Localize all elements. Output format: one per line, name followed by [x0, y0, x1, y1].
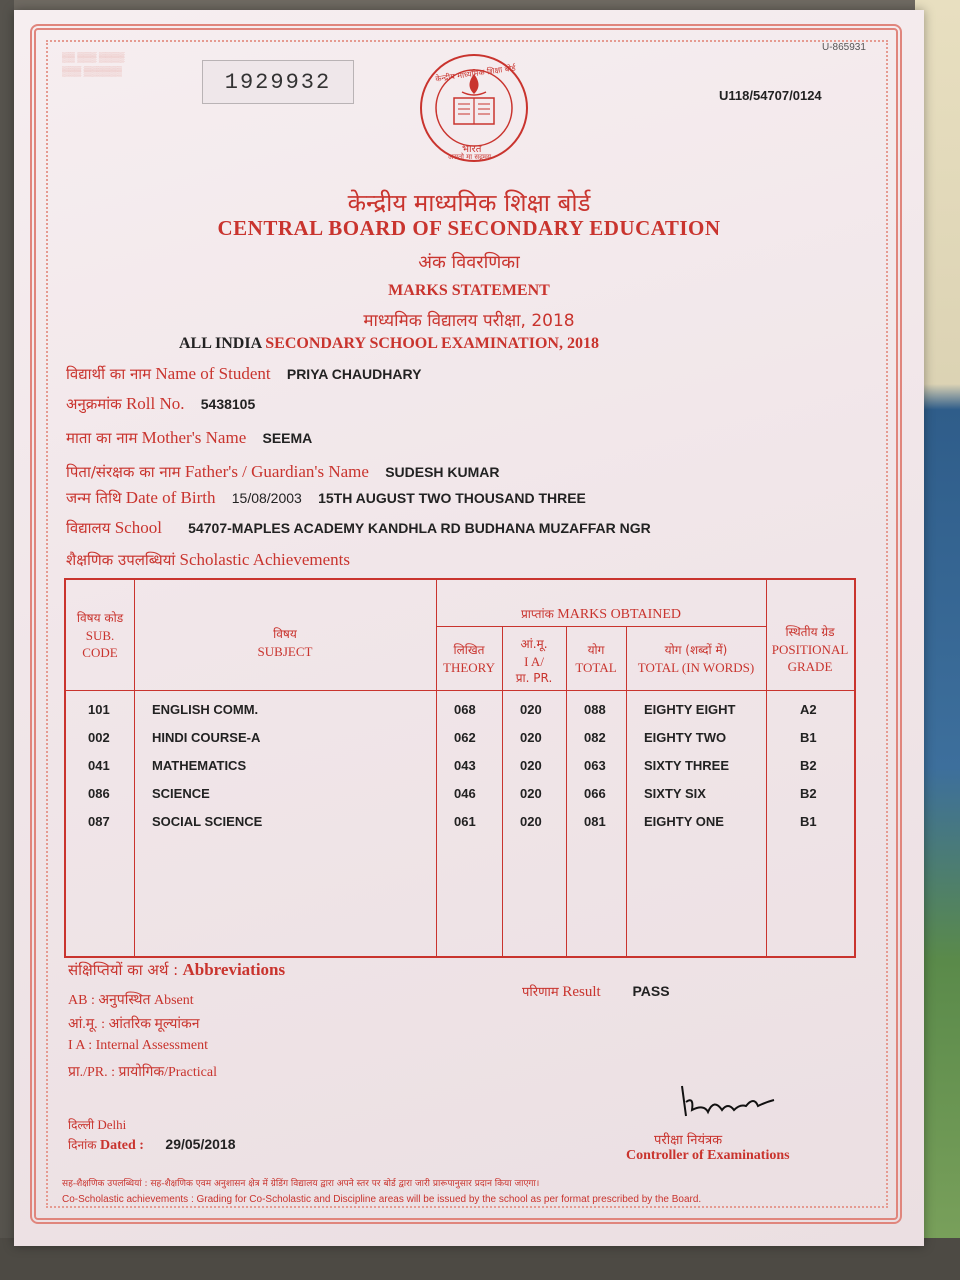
- header-ia-en2: प्रा. PR.: [515, 671, 553, 685]
- exam-name: SECONDARY SCHOOL EXAMINATION, 2018: [265, 335, 599, 352]
- cell-grade: B1: [800, 730, 817, 745]
- scholastic-heading: [66, 550, 350, 570]
- father-name-label-en: Father's / Guardian's Name: [184, 462, 369, 481]
- header-grade-en1: POSITIONAL: [771, 642, 849, 657]
- cell-grade: A2: [800, 702, 817, 717]
- cell-subject: MATHEMATICS: [152, 758, 247, 773]
- scholastic-label-en: Scholastic Achievements: [179, 550, 350, 569]
- cell-total-words: EIGHTY EIGHT: [644, 702, 736, 717]
- footer-note-hi: सह-शैक्षणिक उपलब्धियां : सह-शैक्षणिक एवम अनुशासन क्षेत्र में ग्रेडिंग विद्यालय द्वारा अपने स्तर पर बोर्ड द्वारा जारी प्रारूपानुसार प्रदान किया जाएगा।: [62, 1179, 540, 1189]
- roll-no-label-en: Roll No.: [125, 394, 185, 413]
- abbreviations-title: [68, 960, 285, 980]
- header-sub-code: [66, 610, 134, 661]
- mother-name-label-en: Mother's Name: [141, 428, 247, 447]
- cell-ia: 020: [520, 814, 542, 829]
- cell-subject: ENGLISH COMM.: [152, 702, 259, 717]
- school-row: [66, 518, 651, 538]
- cell-total: 063: [584, 758, 606, 773]
- cell-ia: 020: [520, 786, 542, 801]
- serial-number-box: [202, 60, 354, 104]
- header-grade-hi: स्थितीय ग्रेड: [785, 625, 835, 639]
- exam-name-hindi: माध्यमिक विद्यालय परीक्षा, 2018: [363, 311, 575, 331]
- result-row: [522, 982, 670, 1001]
- result-label-en: Result: [562, 984, 601, 1000]
- cell-grade: B2: [800, 758, 817, 773]
- controller-title-en: Controller of Examinations: [626, 1148, 790, 1163]
- place: [68, 1116, 126, 1133]
- roll-no-row: [66, 394, 255, 414]
- cell-sub-code: 002: [88, 730, 110, 745]
- cell-ia: 020: [520, 758, 542, 773]
- dob-words-value: 15TH AUGUST TWO THOUSAND THREE: [318, 490, 586, 506]
- dob-label-hi: जन्म तिथि: [66, 489, 122, 507]
- emblem-text-mid: भारत: [462, 144, 482, 155]
- school-label-en: School: [114, 518, 162, 537]
- cell-total: 082: [584, 730, 606, 745]
- emblem-text-top: केन्द्रीय माध्यमिक शिक्षा बोर्ड: [434, 63, 517, 84]
- mother-name-value: SEEMA: [262, 430, 313, 446]
- result-label-hi: परिणाम: [522, 985, 559, 1000]
- cell-ia: 020: [520, 702, 542, 717]
- header-total-en: TOTAL: [575, 660, 617, 675]
- cell-sub-code: 041: [88, 758, 110, 773]
- marks-table: [64, 578, 856, 958]
- cell-grade: B1: [800, 814, 817, 829]
- dated-label-hi: दिनांक: [68, 1138, 97, 1152]
- controller-signature-icon: [674, 1076, 784, 1126]
- footer-note-en: Co-Scholastic achievements : Grading for Co-Scholastic and Discipline areas will be issued by the school as per format prescribed by the Board.: [62, 1194, 702, 1205]
- abbreviation-item: AB : अनुपस्थित Absent: [68, 993, 194, 1008]
- table-row: [66, 752, 854, 780]
- cell-total: 081: [584, 814, 606, 829]
- table-row: [66, 780, 854, 808]
- header-sub-code-en2: CODE: [82, 645, 118, 660]
- header-ia-en1: I A/: [524, 654, 544, 669]
- school-value: 54707-MAPLES ACADEMY KANDHLA RD BUDHANA MUZAFFAR NGR: [188, 520, 651, 536]
- document-title-hindi: अंक विवरणिका: [418, 252, 520, 273]
- header-theory: [436, 642, 502, 676]
- cell-subject: HINDI COURSE-A: [152, 730, 261, 745]
- header-total-hi: योग: [587, 643, 605, 657]
- cell-theory: 046: [454, 786, 476, 801]
- mother-name-row: [66, 428, 312, 448]
- student-name-row: [66, 364, 421, 384]
- header-ia-hi: आं.मू.: [520, 637, 548, 651]
- header-marks-hi: प्राप्तांक: [520, 607, 554, 621]
- header-grade: [766, 624, 854, 675]
- cell-theory: 043: [454, 758, 476, 773]
- header-subject-hi: विषय: [273, 627, 297, 641]
- header-subject-en: SUBJECT: [257, 644, 313, 659]
- board-name-english: CENTRAL BOARD OF SECONDARY EDUCATION: [217, 216, 721, 240]
- faint-stamp: ▒▒ ▒▒▒ ▒▒▒▒ ▒▒▒ ▒▒▒▒▒▒: [62, 52, 125, 76]
- student-name-label-en: Name of Student: [155, 364, 271, 383]
- result-value: PASS: [632, 983, 670, 999]
- table-divider: [66, 690, 854, 691]
- roll-no-label-hi: अनुक्रमांक: [66, 395, 122, 413]
- abbreviation-item: आं.मू. : आंतरिक मूल्यांकन: [68, 1017, 200, 1032]
- father-name-value: SUDESH KUMAR: [385, 464, 500, 480]
- place-en: Delhi: [97, 1117, 127, 1132]
- header-marks-en: MARKS OBTAINED: [557, 607, 681, 622]
- cell-subject: SCIENCE: [152, 786, 210, 801]
- cell-sub-code: 101: [88, 702, 110, 717]
- form-code: U-865931: [822, 42, 866, 53]
- cell-theory: 068: [454, 702, 476, 717]
- mother-name-label-hi: माता का नाम: [66, 429, 138, 447]
- controller-title-hi: परीक्षा नियंत्रक: [654, 1133, 723, 1148]
- cell-theory: 062: [454, 730, 476, 745]
- cell-sub-code: 086: [88, 786, 110, 801]
- scholastic-label-hi: शैक्षणिक उपलब्धियां: [66, 551, 176, 569]
- header-words-hi: योग (शब्दों में): [664, 643, 728, 657]
- cell-ia: 020: [520, 730, 542, 745]
- table-row: [66, 808, 854, 836]
- board-name-hindi: केन्द्रीय माध्यमिक शिक्षा बोर्ड: [347, 189, 591, 217]
- header-sub-code-en1: SUB.: [85, 628, 115, 643]
- header-marks-obtained: [436, 606, 766, 623]
- cell-total: 088: [584, 702, 606, 717]
- header-theory-hi: लिखित: [453, 643, 485, 657]
- abbreviation-item: I A : Internal Assessment: [68, 1038, 208, 1053]
- header-total-words: [626, 642, 766, 676]
- header-total: [566, 642, 626, 676]
- dated-value: 29/05/2018: [165, 1136, 236, 1152]
- school-label-hi: विद्यालय: [66, 519, 111, 537]
- header-sub-code-hi: विषय कोड: [76, 611, 124, 625]
- marks-statement-sheet: [14, 10, 924, 1246]
- emblem-motto: असतो मा सद्गमय: [448, 153, 492, 161]
- exam-prefix: ALL INDIA: [179, 335, 262, 352]
- dob-label-en: Date of Birth: [125, 488, 216, 507]
- abbreviations-title-hi: संक्षिप्तियों का अर्थ :: [68, 961, 179, 979]
- desk-background-left: [0, 0, 14, 1280]
- header-grade-en2: GRADE: [787, 659, 833, 674]
- cell-subject: SOCIAL SCIENCE: [152, 814, 263, 829]
- student-name-value: PRIYA CHAUDHARY: [286, 366, 422, 382]
- table-divider: [436, 626, 766, 627]
- header-ia: [502, 636, 566, 687]
- dob-row: [66, 488, 586, 508]
- reference-code: U118/54707/0124: [719, 88, 822, 103]
- cell-sub-code: 087: [88, 814, 110, 829]
- table-row: [66, 724, 854, 752]
- dated-label-en: Dated :: [99, 1138, 144, 1153]
- cell-total-words: EIGHTY ONE: [644, 814, 724, 829]
- cell-total-words: EIGHTY TWO: [644, 730, 727, 745]
- father-name-row: [66, 462, 500, 482]
- roll-no-value: 5438105: [200, 396, 256, 412]
- father-name-label-hi: पिता/संरक्षक का नाम: [66, 463, 181, 481]
- header-words-en: TOTAL (IN WORDS): [637, 660, 755, 675]
- cell-total-words: SIXTY SIX: [644, 786, 706, 801]
- dob-value: 15/08/2003: [231, 490, 302, 506]
- serial-number: 1929932: [224, 69, 332, 95]
- header-subject: [134, 626, 436, 660]
- abbreviations-title-en: Abbreviations: [182, 960, 286, 979]
- cell-total-words: SIXTY THREE: [644, 758, 730, 773]
- cell-total: 066: [584, 786, 606, 801]
- header-theory-en: THEORY: [443, 660, 495, 675]
- table-row: [66, 696, 854, 724]
- abbreviation-item: प्रा./PR. : प्रायोगिक/Practical: [68, 1065, 217, 1080]
- cell-grade: B2: [800, 786, 817, 801]
- student-name-label-hi: विद्यार्थी का नाम: [66, 365, 152, 383]
- exam-name-english: [179, 335, 599, 353]
- place-hi: दिल्ली: [68, 1118, 95, 1132]
- cell-theory: 061: [454, 814, 476, 829]
- dated-row: [68, 1136, 235, 1154]
- document-title-english: MARKS STATEMENT: [388, 282, 550, 299]
